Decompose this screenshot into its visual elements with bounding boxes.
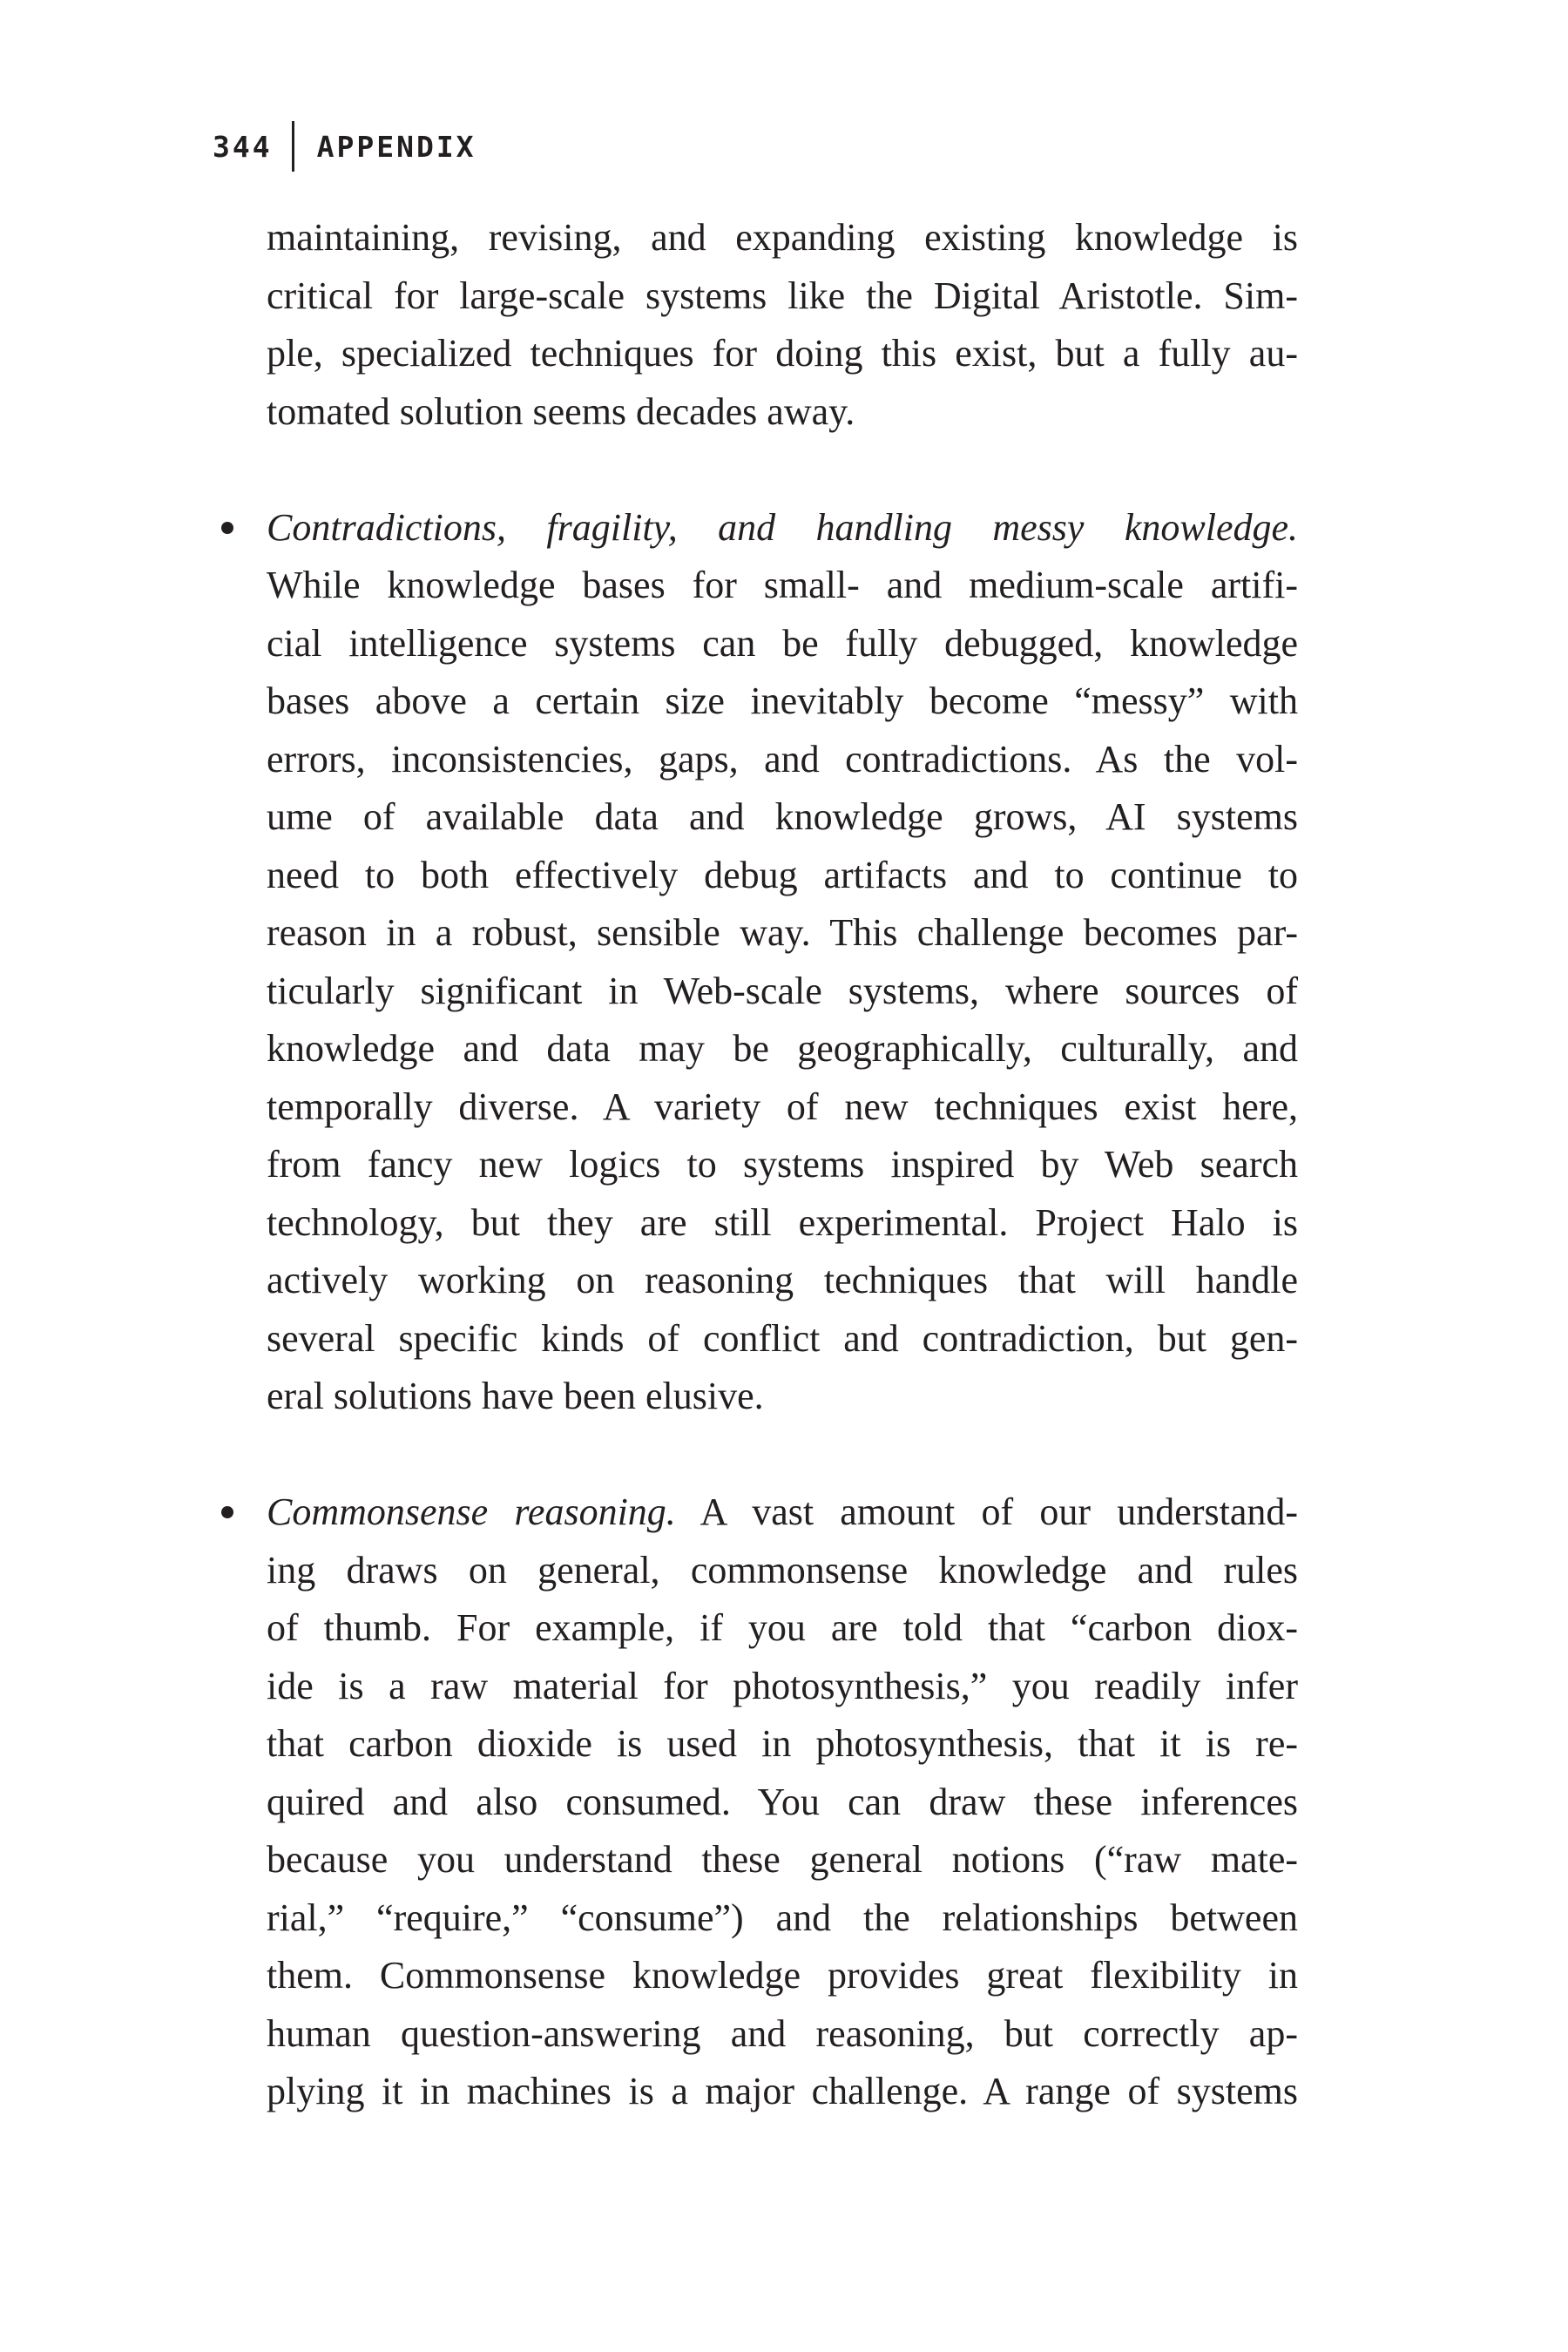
text-line: that carbon dioxide is used in photosynthesis, that it is re- — [267, 1722, 1298, 1765]
text-line: quired and also consumed. You can draw these inferences — [267, 1780, 1298, 1823]
bullet-icon — [221, 1506, 233, 1518]
page-number: 344 — [213, 129, 273, 164]
text-line: of thumb. For example, if you are told that “carbon diox- — [267, 1606, 1298, 1649]
item-first-line-rest: A vast amount of our understand- — [675, 1490, 1298, 1533]
text-line: them. Commonsense knowledge provides great flexibility in — [267, 1954, 1298, 1997]
text-line — [267, 499, 1298, 558]
text-line: critical for large-scale systems like the Digital Aristotle. Sim- — [267, 274, 1298, 317]
text-line: ide is a raw material for photosynthesis,” you readily infer — [267, 1664, 1298, 1707]
text-line: because you understand these general notions (“raw mate- — [267, 1838, 1298, 1881]
text-line: ple, specialized techniques for doing this exist, but a fully au- — [267, 332, 1298, 375]
bullet-item-commonsense — [267, 1484, 1298, 2121]
header-divider — [292, 121, 294, 172]
text-line — [267, 1484, 1298, 1542]
text-line: While knowledge bases for small- and medium-scale artifi- — [267, 564, 1298, 606]
bullet-icon — [221, 522, 233, 534]
text-line: errors, inconsistencies, gaps, and contradictions. As the vol- — [267, 737, 1298, 781]
bullet-item-contradictions — [267, 499, 1298, 1426]
text-line: ume of available data and knowledge grows, AI systems — [267, 795, 1298, 838]
text-line: plying it in machines is a major challenge. A range of systems — [267, 2070, 1298, 2112]
text-line: several specific kinds of conflict and contradiction, but gen- — [267, 1316, 1298, 1360]
text-line: eral solutions have been elusive. — [267, 1375, 764, 1417]
text-line: reason in a robust, sensible way. This challenge becomes par- — [267, 911, 1298, 954]
text-line: ing draws on general, commonsense knowledge and rules — [267, 1548, 1298, 1592]
body-text — [267, 209, 1298, 2121]
text-line: temporally diverse. A variety of new techniques exist here, — [267, 1085, 1298, 1128]
text-line: maintaining, revising, and expanding existing knowledge is — [267, 216, 1298, 259]
item-term: Commonsense reasoning. — [267, 1490, 676, 1533]
running-head — [213, 120, 476, 172]
text-line: from fancy new logics to systems inspired by Web search — [267, 1143, 1298, 1186]
text-line: rial,” “require,” “consume”) and the relationships between — [267, 1896, 1298, 1939]
text-line: human question-answering and reasoning, but correctly ap- — [267, 2011, 1298, 2055]
continuation-paragraph — [267, 209, 1298, 441]
text-line: cial intelligence systems can be fully debugged, knowledge — [267, 621, 1298, 665]
text-line: actively working on reasoning techniques that will handle — [267, 1259, 1298, 1301]
text-line: need to both effectively debug artifacts and to continue to — [267, 853, 1298, 896]
text-line: knowledge and data may be geographically, culturally, and — [267, 1027, 1298, 1070]
text-line: tomated solution seems decades away. — [267, 389, 855, 433]
text-line: technology, but they are still experimental. Project Halo is — [267, 1200, 1298, 1244]
text-line: ticularly significant in Web-scale systems, where sources of — [267, 969, 1298, 1012]
item-term: Contradictions, fragility, and handling messy knowledge. — [267, 505, 1298, 549]
text-line: bases above a certain size inevitably become “messy” with — [267, 679, 1298, 722]
section-title: APPENDIX — [316, 129, 476, 164]
